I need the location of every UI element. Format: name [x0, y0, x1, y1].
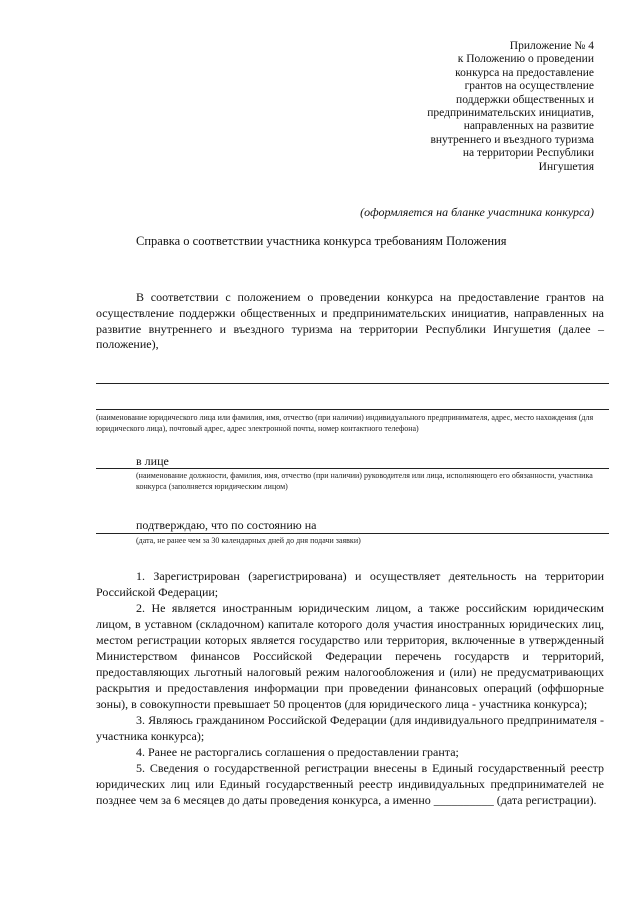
letterhead-note: (оформляется на бланке участника конкурса) [360, 205, 594, 219]
condition-item: 4. Ранее не расторгались соглашения о предоставлении гранта; [136, 745, 459, 759]
appendix-line: направленных на развитие [463, 120, 594, 133]
appendix-header [364, 40, 594, 174]
appendix-line: Ингушетия [538, 160, 594, 173]
appendix-line: предпринимательских инициатив, [427, 107, 594, 120]
confirm-line [96, 533, 609, 534]
condition-item: 5. Сведения о государственной регистрации внесены в Единый государственный реестр юридических лиц или Единый государственный реестр индивидуальных предпринимателей не позднее чем за 6 месяцев до даты проведения конкурса, а именно __________ (дата регистрации). [96, 761, 604, 807]
appendix-line: к Положению о проведении [457, 53, 594, 66]
conditions-list [96, 568, 604, 808]
applicant-line-1 [96, 383, 609, 384]
document-title: Справка о соответствии участника конкурса требованиям Положения [136, 234, 507, 248]
representative-caption: (наименование должности, фамилия, имя, отчество (при наличии) руководителя или лица, исполняющего его обязанности, участника конкурса (заполняется юридическим лицом) [136, 471, 593, 491]
preamble [96, 290, 604, 353]
appendix-line: поддержки общественных и [456, 93, 594, 106]
representative-line [96, 468, 609, 469]
confirm-label: подтверждаю, что по состоянию на [136, 518, 317, 532]
condition-item: 3. Являюсь гражданином Российской Федерации (для индивидуального предпринимателя - участника конкурса); [96, 713, 604, 743]
preamble-text: В соответствии с положением о проведении конкурса на предоставление грантов на осуществление поддержки общественных и предпринимательских инициатив, направленных на развитие внутреннего и въездного туризма на территории Республики Ингушетия (далее – положение), [96, 290, 604, 352]
representative-label: в лице [136, 454, 169, 468]
confirm-caption: (дата, не ранее чем за 30 календарных дней до дня подачи заявки) [136, 536, 361, 545]
applicant-caption: (наименование юридического лица или фамилия, имя, отчество (при наличии) индивидуального предпринимателя, адрес, место нахождения (для юридического лица), почтовый адрес, адрес электронной почты, номер контактного телефона) [96, 413, 594, 433]
condition-item: 1. Зарегистрирован (зарегистрирована) и осуществляет деятельность на территории Российской Федерации; [96, 569, 604, 599]
appendix-line: конкурса на предоставление [455, 66, 594, 79]
condition-item: 2. Не является иностранным юридическим лицом, а также российским юридическим лицом, в уставном (складочном) капитале которого доля участия иностранных юридических лиц, местом регистрации которых является государство или территория, включенные в утвержденный Министерством финансов Российской Федерации перечень государств и территорий, предоставляющих льготный налоговый режим налогообложения и (или) не предусматривающих раскрытия и предоставления информации при проведении финансовых операций (оффшорные зоны), в совокупности превышает 50 процентов (для юридического лица - участника конкурса); [96, 601, 604, 711]
appendix-line: Приложение № 4 [509, 40, 594, 52]
applicant-line-2 [96, 409, 609, 410]
appendix-line: на территории Республики [462, 147, 594, 160]
appendix-line: грантов на осуществление [464, 80, 594, 93]
appendix-line: внутреннего и въездного туризма [430, 133, 594, 146]
